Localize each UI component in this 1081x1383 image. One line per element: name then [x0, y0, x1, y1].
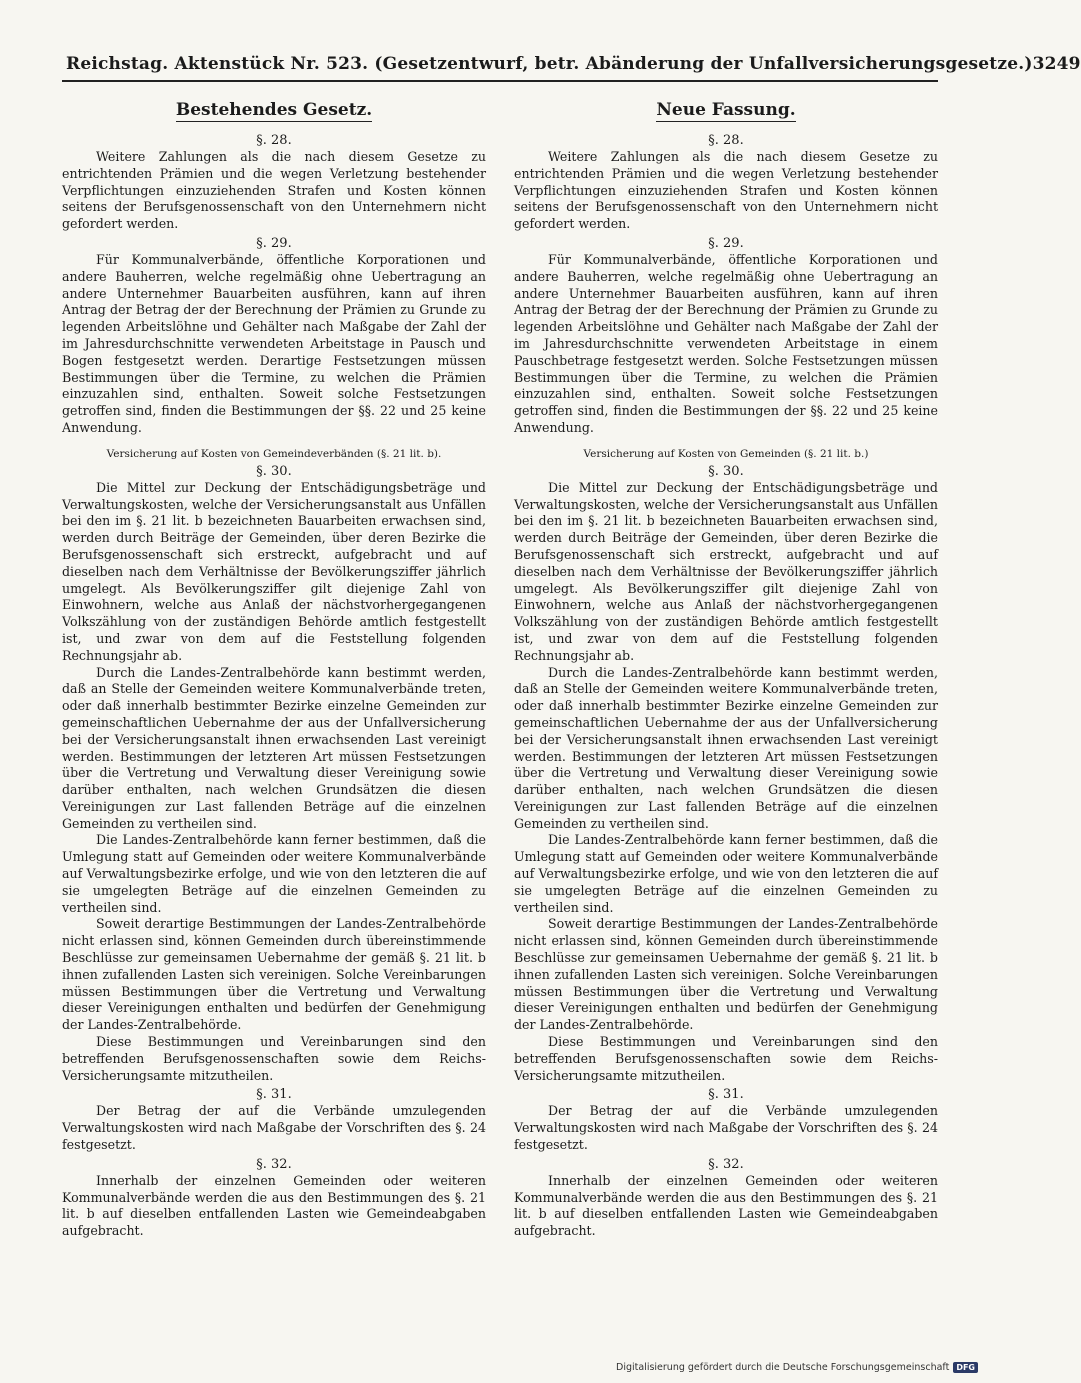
right-column-heading: Neue Fassung.: [656, 100, 796, 120]
section-31-text: Der Betrag der auf die Verbände umzulegenden Verwaltungskosten wird nach Maßgabe der Vorschriften des §. 24 festgesetzt.: [62, 1103, 486, 1153]
footer-credit-text: Digitalisierung gefördert durch die Deutsche Forschungsgemeinschaft: [616, 1362, 950, 1373]
header-title: Reichstag. Aktenstück Nr. 523. (Gesetzentwurf, betr. Abänderung der Unfallversicherungsgesetze.): [66, 54, 1033, 74]
section-30-number: §. 30.: [256, 463, 292, 479]
dfg-logo-icon: DFG: [953, 1362, 978, 1373]
section-31-text: Der Betrag der auf die Verbände umzulegenden Verwaltungskosten wird nach Maßgabe der Vorschriften des §. 24 festgesetzt.: [514, 1103, 938, 1153]
section-31-number: §. 31.: [708, 1087, 744, 1103]
section-30-paragraph-5: Diese Bestimmungen und Vereinbarungen sind den betreffenden Berufsgenossenschaften sowie dem Reichs-Versicherungsamte mitzutheilen.: [514, 1034, 938, 1083]
section-30-paragraph-1: Die Mittel zur Deckung der Entschädigungsbeträge und Verwaltungskosten, welche der Versicherungsanstalt aus Unfällen bei den im §. 21 lit. b bezeichneten Bauarbeiten erwachsen sind, werden durch Beiträge der Gemeinden, über deren Bezirke die Berufsgenossenschaft sich erstreckt, aufgebracht und auf dieselben nach dem Verhältnisse der Bevölkerungsziffer jährlich umgelegt. Als Bevölkerungsziffer gilt diejenige Zahl von Einwohnern, welche aus Anlaß der nächstvorhergegangenen Volkszählung von der zuständigen Behörde amtlich festgestellt ist, und zwar von dem auf die Feststellung folgenden Rechnungsjahr ab.: [514, 479, 938, 663]
section-30-paragraph-5: Diese Bestimmungen und Vereinbarungen sind den betreffenden Berufsgenossenschaften sowie dem Reichs-Versicherungsamte mitzutheilen.: [62, 1034, 486, 1083]
left-column-existing-law: [62, 90, 486, 1240]
section-30-paragraph-2: Durch die Landes-Zentralbehörde kann bestimmt werden, daß an Stelle der Gemeinden weitere Kommunalverbände treten, oder daß innerhalb bestimmter Bezirke einzelne Gemeinden zur gemeinschaftlichen Uebernahme der aus der Unfallversicherung bei der Versicherungsanstalt ihnen erwachsenden Last vereinigt werden. Bestimmungen der letzteren Art müssen Festsetzungen über die Vertretung und Verwaltung dieser Vereinigung sowie darüber enthalten, nach welchen Grundsätzen die diesen Vereinigungen zur Last fallenden Beträge auf die einzelnen Gemeinden zu vertheilen sind.: [514, 664, 938, 831]
section-30-paragraph-4: Soweit derartige Bestimmungen der Landes-Zentralbehörde nicht erlassen sind, können Gemeinden durch übereinstimmende Beschlüsse zur gemeinsamen Uebernahme der gemäß §. 21 lit. b ihnen zufallenden Lasten sich vereinigen. Solche Vereinbarungen müssen Bestimmungen über die Vertretung und Verwaltung dieser Vereinigungen enthalten und bedürfen der Genehmigung der Landes-Zentralbehörde.: [62, 916, 486, 1033]
two-column-body: [62, 90, 938, 1240]
subsection-heading: Versicherung auf Kosten von Gemeinden (§. 21 lit. b.): [583, 447, 869, 460]
section-30-paragraph-2: Durch die Landes-Zentralbehörde kann bestimmt werden, daß an Stelle der Gemeinden weitere Kommunalverbände treten, oder daß innerhalb bestimmter Bezirke einzelne Gemeinden zur gemeinschaftlichen Uebernahme der aus der Unfallversicherung bei der Versicherungsanstalt ihnen erwachsenden Last vereinigt werden. Bestimmungen der letzteren Art müssen Festsetzungen über die Vertretung und Verwaltung dieser Vereinigung sowie darüber enthalten, nach welchen Grundsätzen die diesen Vereinigungen zur Last fallenden Beträge auf die einzelnen Gemeinden zu vertheilen sind.: [62, 664, 486, 831]
document-page: [62, 54, 1081, 1240]
section-32-text: Innerhalb der einzelnen Gemeinden oder weiteren Kommunalverbände werden die aus den Bestimmungen des §. 21 lit. b auf dieselben entfallenden Lasten wie Gemeindeabgaben aufgebracht.: [514, 1172, 938, 1239]
section-31-number: §. 31.: [256, 1087, 292, 1103]
section-32-text: Innerhalb der einzelnen Gemeinden oder weiteren Kommunalverbände werden die aus den Bestimmungen des §. 21 lit. b auf dieselben entfallenden Lasten wie Gemeindeabgaben aufgebracht.: [62, 1172, 486, 1239]
page-number: 3249: [1032, 54, 1081, 74]
section-30-paragraph-4: Soweit derartige Bestimmungen der Landes-Zentralbehörde nicht erlassen sind, können Gemeinden durch übereinstimmende Beschlüsse zur gemeinsamen Uebernahme der gemäß §. 21 lit. b ihnen zufallenden Lasten sich vereinigen. Solche Vereinbarungen müssen Bestimmungen über die Vertretung und Verwaltung dieser Vereinigungen enthalten und bedürfen der Genehmigung der Landes-Zentralbehörde.: [514, 916, 938, 1033]
section-29-text: Für Kommunalverbände, öffentliche Korporationen und andere Bauherren, welche regelmäßig ohne Uebertragung an andere Unternehmer Bauarbeiten ausführen, kann auf ihren Antrag der Betrag der der Berechnung der Prämien zu Grunde zu legenden Arbeitslöhne und Gehälter nach Maßgabe der Zahl der im Jahresdurchschnitte verwendeten Arbeitstage in einem Pauschbetrage festgesetzt werden. Solche Festsetzungen müssen Bestimmungen über die Termine, zu welchen die Prämien einzuzahlen sind, enthalten. Soweit solche Festsetzungen getroffen sind, finden die Bestimmungen der §§. 22 und 25 keine Anwendung.: [514, 251, 938, 435]
section-30-number: §. 30.: [708, 463, 744, 479]
section-32-number: §. 32.: [708, 1156, 744, 1172]
section-29-number: §. 29.: [256, 235, 292, 251]
page-header: [62, 54, 1081, 82]
subsection-heading: Versicherung auf Kosten von Gemeindeverbänden (§. 21 lit. b).: [106, 447, 442, 460]
section-30-paragraph-1: Die Mittel zur Deckung der Entschädigungsbeträge und Verwaltungskosten, welche der Versicherungsanstalt aus Unfällen bei den im §. 21 lit. b bezeichneten Bauarbeiten erwachsen sind, werden durch Beiträge der Gemeinden, über deren Bezirke die Berufsgenossenschaft sich erstreckt, aufgebracht und auf dieselben nach dem Verhältnisse der Bevölkerungsziffer jährlich umgelegt. Als Bevölkerungsziffer gilt diejenige Zahl von Einwohnern, welche aus Anlaß der nächstvorhergegangenen Volkszählung von der zuständigen Behörde amtlich festgestellt ist, und zwar von dem auf die Feststellung folgenden Rechnungsjahr ab.: [62, 479, 486, 663]
section-29-number: §. 29.: [708, 235, 744, 251]
section-28-number: §. 28.: [708, 133, 744, 148]
right-column-new-version: [514, 90, 938, 1240]
section-30-paragraph-3: Die Landes-Zentralbehörde kann ferner bestimmen, daß die Umlegung statt auf Gemeinden oder weitere Kommunalverbände auf Verwaltungsbezirke erfolge, und wie von den letzteren die auf sie umgelegten Beträge auf die einzelnen Gemeinden zu vertheilen sind.: [62, 832, 486, 915]
section-28-number: §. 28.: [256, 133, 292, 148]
section-30-paragraph-3: Die Landes-Zentralbehörde kann ferner bestimmen, daß die Umlegung statt auf Gemeinden oder weitere Kommunalverbände auf Verwaltungsbezirke erfolge, und wie von den letzteren die auf sie umgelegten Beträge auf die einzelnen Gemeinden zu vertheilen sind.: [514, 832, 938, 915]
section-28-text: Weitere Zahlungen als die nach diesem Gesetze zu entrichtenden Prämien und die wegen Verletzung bestehender Verpflichtungen einzuziehenden Strafen und Kosten können seitens der Berufsgenossenschaft von den Unternehmern nicht gefordert werden.: [514, 149, 938, 232]
section-29-text: Für Kommunalverbände, öffentliche Korporationen und andere Bauherren, welche regelmäßig ohne Uebertragung an andere Unternehmer Bauarbeiten ausführen, kann auf ihren Antrag der Betrag der der Berechnung der Prämien zu Grunde zu legenden Arbeitslöhne und Gehälter nach Maßgabe der Zahl der im Jahresdurchschnitte verwendeten Arbeitstage in Pausch und Bogen festgesetzt werden. Derartige Festsetzungen müssen Bestimmungen über die Termine, zu welchen die Prämien einzuzahlen sind, enthalten. Soweit solche Festsetzungen getroffen sind, finden die Bestimmungen der §§. 22 und 25 keine Anwendung.: [62, 251, 486, 435]
left-column-heading: Bestehendes Gesetz.: [175, 100, 373, 120]
section-32-number: §. 32.: [256, 1156, 292, 1172]
digitization-footer: [616, 1362, 978, 1373]
section-28-text: Weitere Zahlungen als die nach diesem Gesetze zu entrichtenden Prämien und die wegen Verletzung bestehender Verpflichtungen einzuziehenden Strafen und Kosten können seitens der Berufsgenossenschaft von den Unternehmern nicht gefordert werden.: [62, 149, 486, 232]
